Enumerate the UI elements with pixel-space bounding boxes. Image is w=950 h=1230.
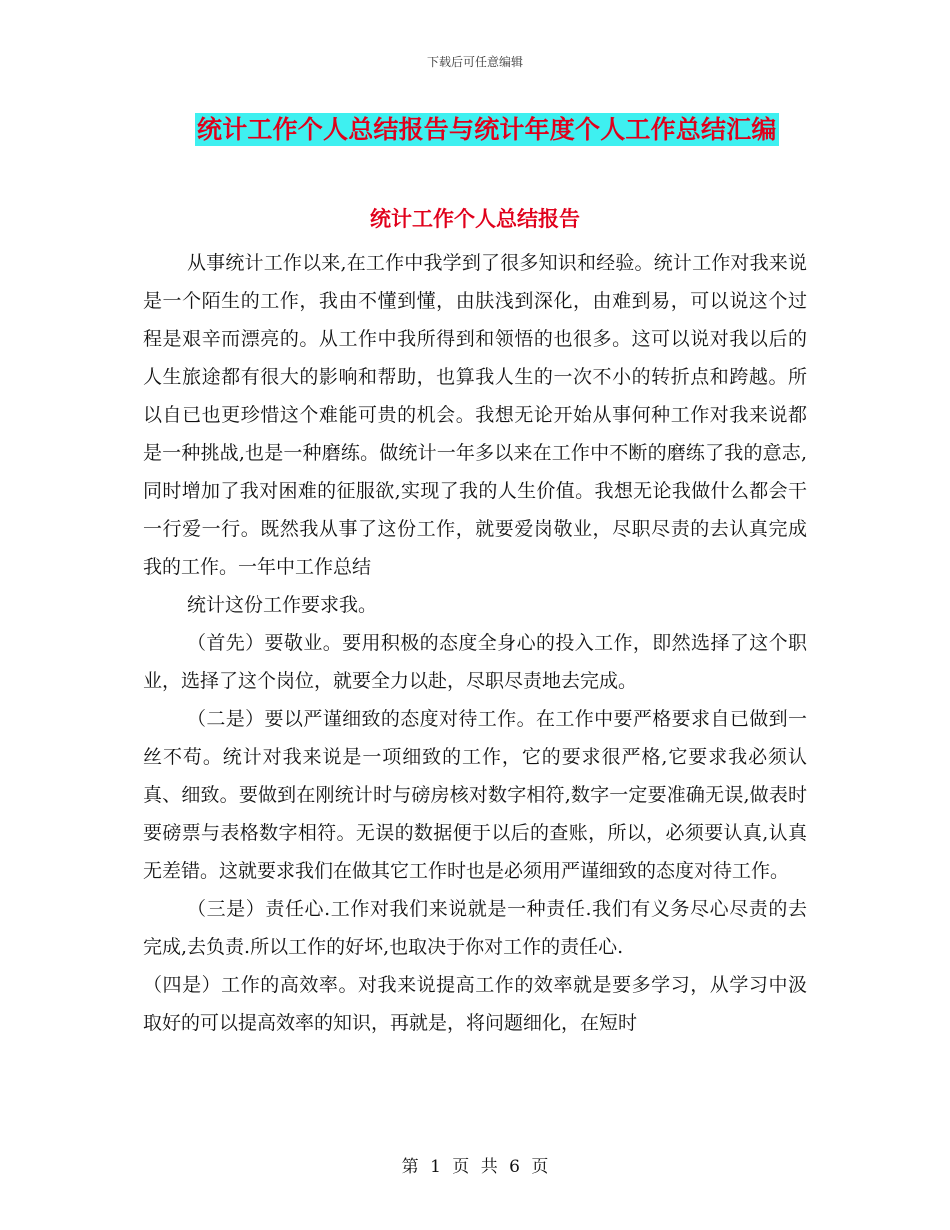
paragraph: （三是）责任心.工作对我们来说就是一种责任.我们有义务尽心尽责的去完成,去负责.所以工作的好坏,也取决于你对工作的责任心. [143,898,807,958]
paragraph: （二是）要以严谨细致的态度对待工作。在工作中要严格要求自已做到一丝不苟。统计对我来说是一项细致的工作，它的要求很严格,它要求我必须认真、细致。要做到在刚统计时与磅房核对数字相符,数字一定要准确无误,做表时要磅票与表格数字相符。无误的数据便于以后的查账，所以，必须要认真,认真无差错。这就要求我们在做其它工作时也是必须用严谨细致的态度对待工作。 [143,708,807,882]
main-title-container [195,113,779,146]
header-note: 下载后可任意编辑 [426,55,523,69]
sub-title: 统计工作个人总结报告 [370,207,580,231]
paragraph: 从事统计工作以来,在工作中我学到了很多知识和经验。统计工作对我来说是一个陌生的工作，我由不懂到懂，由肤浅到深化，由难到易，可以说这个过程是艰辛而漂亮的。从工作中我所得到和领悟的也很多。这可以说对我以后的人生旅途都有很大的影响和帮助，也算我人生的一次不小的转折点和跨越。所以自已也更珍惜这个难能可贵的机会。我想无论开始从事何种工作对我来说都是一种挑战,也是一种磨练。做统计一年多以来在工作中不断的磨练了我的意志,同时增加了我对困难的征服欲,实现了我的人生价值。我想无论我做什么都会干一行爱一行。既然我从事了这份工作，就要爱岗敬业，尽职尽责的去认真完成我的工作。一年中工作总结 [143,252,807,578]
paragraph: 统计这份工作要求我。 [187,594,378,616]
paragraph: （首先）要敬业。要用积极的态度全身心的投入工作，即然选择了这个职业，选择了这个岗位，就要全力以赴，尽职尽责地去完成。 [143,632,807,692]
paragraph: （四是）工作的高效率。对我来说提高工作的效率就是要多学习，从学习中汲取好的可以提高效率的知识，再就是，将问题细化，在短时 [143,974,807,1034]
document-body [143,244,807,1042]
main-title: 统计工作个人总结报告与统计年度个人工作总结汇编 [197,115,777,144]
page-footer: 第 1 页 共 6 页 [401,1157,549,1177]
